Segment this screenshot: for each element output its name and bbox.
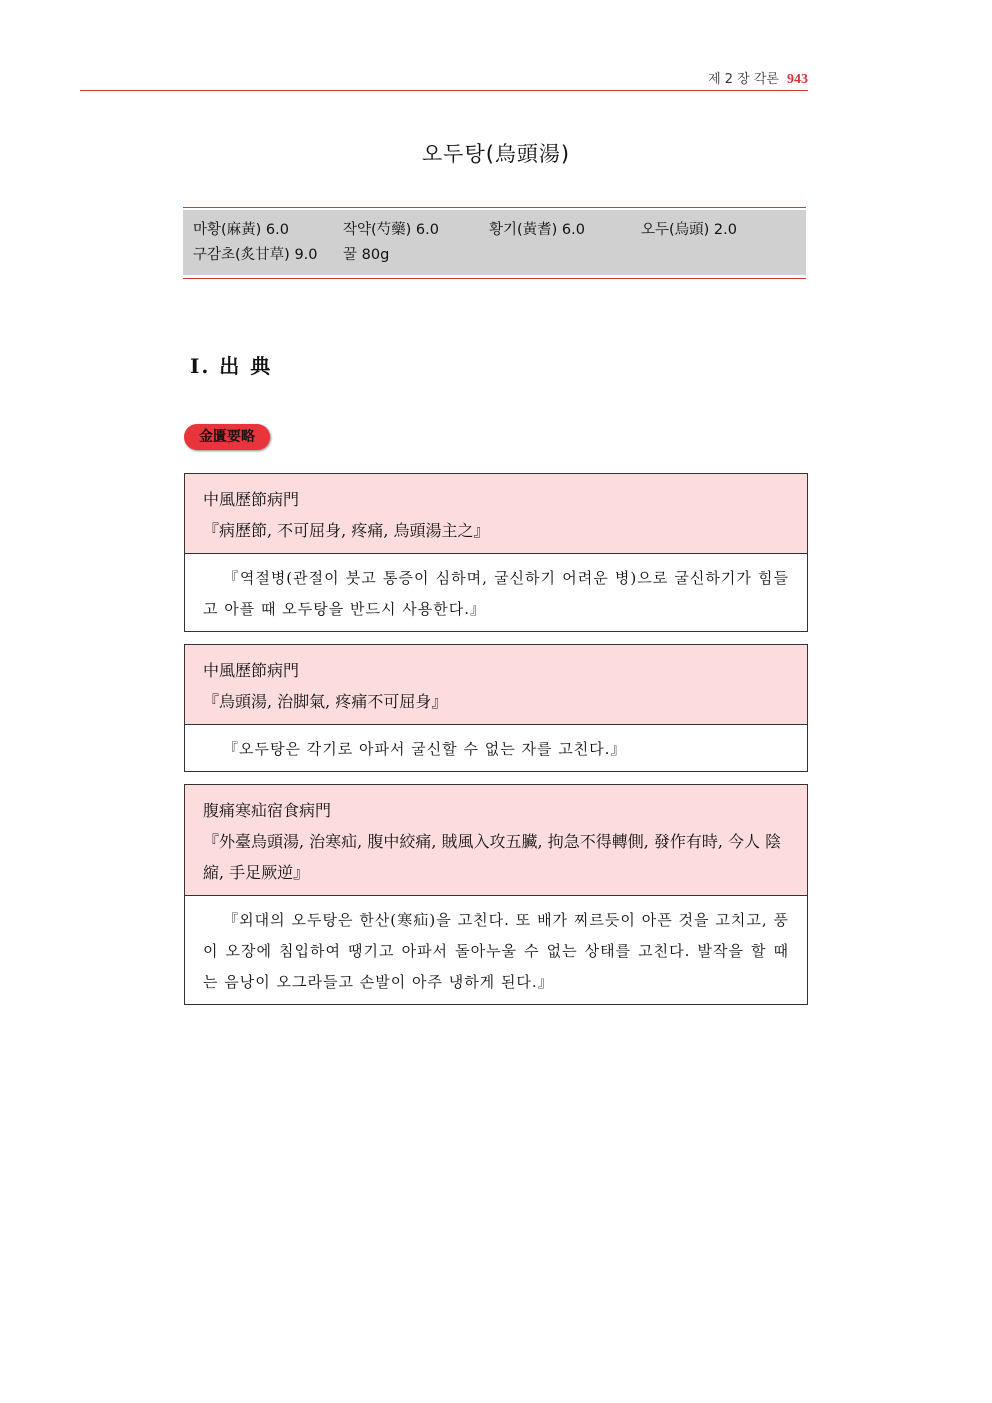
- ingredient: 작약(芍藥) 6.0: [343, 222, 439, 238]
- quote-translation-text: 『역절병(관절이 붓고 통증이 심하며, 굴신하기 어려운 병)으로 굴신하기가 힘들고 아플 때 오두탕을 반드시 사용한다.』: [203, 569, 789, 618]
- quote-box: [184, 784, 808, 1005]
- formula-title: 오두탕(烏頭湯): [421, 142, 571, 166]
- source-badge: 金匱要略: [184, 424, 270, 450]
- quote-original-text: 『外臺烏頭湯, 治寒疝, 腹中絞痛, 賊風入攻五臟, 拘急不得轉側, 發作有時, 今人 陰縮, 手足厥逆』: [203, 832, 782, 882]
- quote-category: 中風歷節病門: [203, 661, 300, 680]
- quote-box: [184, 473, 808, 632]
- quote-category: 中風歷節病門: [203, 490, 300, 509]
- quote-translation-text: 『외대의 오두탕은 한산(寒疝)을 고친다. 또 배가 찌르듯이 아픈 것을 고치고, 풍이 오장에 침입하여 땡기고 아파서 돌아누울 수 없는 상태를 고친다. 발작을 할 때는 음낭이 오그라들고 손발이 아주 냉하게 된다.』: [203, 911, 789, 991]
- ingredients-row: [193, 243, 796, 268]
- ingredient: 마황(麻黃) 6.0: [193, 222, 289, 238]
- quote-original: [185, 645, 807, 725]
- quote-box: [184, 644, 808, 772]
- quote-category: 腹痛寒疝宿食病門: [203, 801, 332, 820]
- ingredient: 구감초(炙甘草) 9.0: [193, 247, 318, 263]
- header-rule: [80, 90, 808, 91]
- quote-translation: [185, 725, 807, 771]
- running-head: [708, 68, 808, 88]
- page-number: 943: [787, 72, 808, 87]
- ingredient: 오두(烏頭) 2.0: [641, 222, 737, 238]
- ingredient: 황기(黃耆) 6.0: [489, 222, 585, 238]
- ingredients-panel: [183, 210, 806, 275]
- quote-translation-text: 『오두탕은 각기로 아파서 굴신할 수 없는 자를 고친다.』: [223, 740, 627, 758]
- quote-translation: [185, 554, 807, 631]
- ingredients-box: [183, 207, 806, 279]
- ingredient: 꿀 80g: [343, 247, 390, 263]
- ingredients-top-rule: [183, 207, 806, 208]
- ingredients-bottom-rule: [183, 278, 806, 279]
- quote-original: [185, 474, 807, 554]
- quote-original: [185, 785, 807, 896]
- section-heading: Ⅰ. 出 典: [190, 354, 273, 378]
- ingredients-row: [193, 218, 796, 243]
- quote-translation: [185, 896, 807, 1004]
- quote-original-text: 『病歷節, 不可屈身, 疼痛, 烏頭湯主之』: [203, 521, 490, 540]
- chapter-label: 제 2 장 각론: [708, 72, 779, 87]
- quote-original-text: 『烏頭湯, 治脚氣, 疼痛不可屈身』: [203, 692, 448, 711]
